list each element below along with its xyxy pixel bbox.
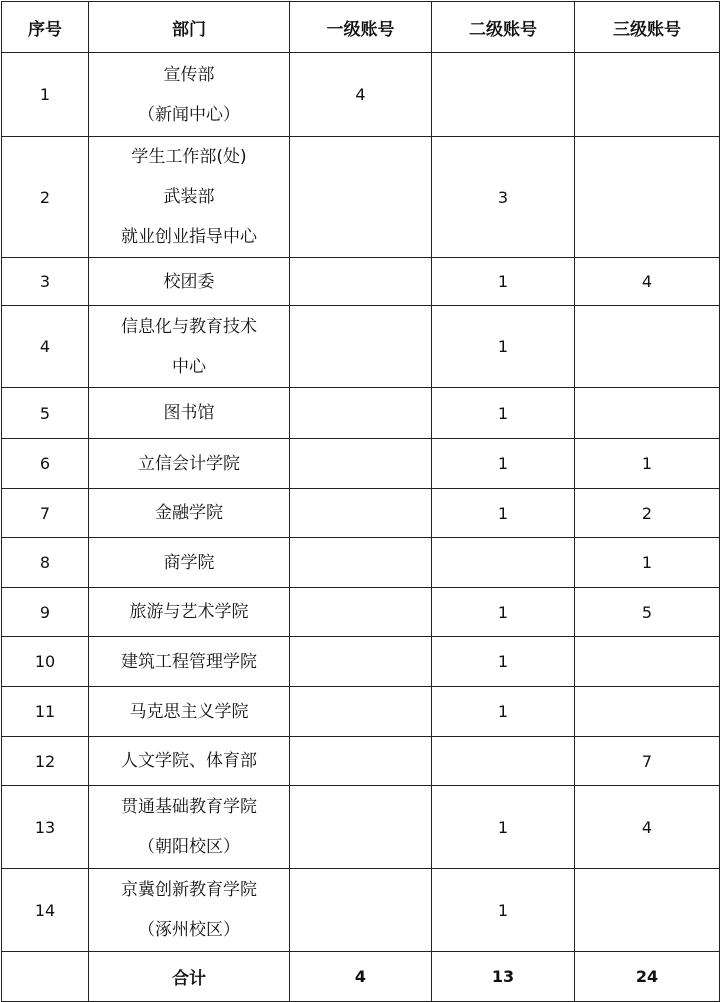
row-level2: 1 bbox=[432, 637, 575, 687]
header-level2: 二级账号 bbox=[432, 2, 575, 53]
table-row bbox=[2, 137, 720, 258]
row-department bbox=[89, 53, 290, 137]
row-level3 bbox=[575, 637, 720, 687]
department-line: 马克思主义学院 bbox=[129, 701, 249, 722]
row-department bbox=[89, 687, 290, 737]
row-level3: 4 bbox=[575, 786, 720, 869]
row-department bbox=[89, 306, 290, 388]
department-line: 金融学院 bbox=[155, 503, 223, 523]
row-level3: 2 bbox=[575, 489, 720, 538]
row-level1 bbox=[290, 306, 432, 388]
row-level2: 1 bbox=[432, 687, 575, 737]
header-level3: 三级账号 bbox=[575, 2, 720, 53]
table-row bbox=[2, 53, 720, 137]
department-line: 商学院 bbox=[163, 552, 215, 573]
row-department bbox=[89, 137, 290, 258]
row-level1 bbox=[290, 538, 432, 588]
row-department bbox=[89, 588, 290, 637]
row-index: 14 bbox=[2, 869, 89, 952]
department-line: 武装部 bbox=[163, 187, 215, 207]
department-line: 立信会计学院 bbox=[138, 453, 240, 474]
header-level1: 一级账号 bbox=[290, 2, 432, 53]
total-level3: 24 bbox=[575, 952, 720, 1002]
row-level1 bbox=[290, 388, 432, 439]
row-department bbox=[89, 786, 290, 869]
row-level1 bbox=[290, 687, 432, 737]
row-department bbox=[89, 637, 290, 687]
department-line: 人文学院、体育部 bbox=[121, 751, 257, 771]
department-line: 建筑工程管理学院 bbox=[121, 651, 257, 672]
total-index bbox=[2, 952, 89, 1002]
total-level1: 4 bbox=[290, 952, 432, 1002]
department-line: （新闻中心） bbox=[138, 104, 240, 125]
department-line: 图书馆 bbox=[163, 403, 215, 423]
row-level2: 1 bbox=[432, 588, 575, 637]
row-level1 bbox=[290, 489, 432, 538]
row-level2 bbox=[432, 538, 575, 588]
row-level2 bbox=[432, 737, 575, 786]
row-level3 bbox=[575, 137, 720, 258]
row-index: 1 bbox=[2, 53, 89, 137]
department-line: 旅游与艺术学院 bbox=[129, 602, 249, 622]
row-level3 bbox=[575, 687, 720, 737]
header-department: 部门 bbox=[89, 2, 290, 53]
row-index: 3 bbox=[2, 258, 89, 306]
row-level1 bbox=[290, 439, 432, 489]
row-index: 8 bbox=[2, 538, 89, 588]
row-department bbox=[89, 538, 290, 588]
total-row bbox=[2, 952, 720, 1002]
total-label: 合计 bbox=[89, 952, 290, 1002]
row-index: 2 bbox=[2, 137, 89, 258]
table-row bbox=[2, 588, 720, 637]
header-index: 序号 bbox=[2, 2, 89, 53]
table-row bbox=[2, 737, 720, 786]
row-department bbox=[89, 489, 290, 538]
row-index: 10 bbox=[2, 637, 89, 687]
table-row bbox=[2, 869, 720, 952]
row-index: 9 bbox=[2, 588, 89, 637]
row-level3: 1 bbox=[575, 538, 720, 588]
row-index: 5 bbox=[2, 388, 89, 439]
row-level3: 1 bbox=[575, 439, 720, 489]
table-row bbox=[2, 388, 720, 439]
row-index: 7 bbox=[2, 489, 89, 538]
row-level2: 1 bbox=[432, 786, 575, 869]
table-body bbox=[2, 53, 720, 952]
table-row bbox=[2, 786, 720, 869]
total-level2: 13 bbox=[432, 952, 575, 1002]
row-index: 13 bbox=[2, 786, 89, 869]
row-level1 bbox=[290, 737, 432, 786]
row-level2: 3 bbox=[432, 137, 575, 258]
row-index: 6 bbox=[2, 439, 89, 489]
row-level1: 4 bbox=[290, 53, 432, 137]
row-level2: 1 bbox=[432, 869, 575, 952]
row-level2: 1 bbox=[432, 258, 575, 306]
department-line: 学生工作部(处) bbox=[131, 147, 247, 167]
table-row bbox=[2, 637, 720, 687]
row-index: 4 bbox=[2, 306, 89, 388]
row-department bbox=[89, 737, 290, 786]
department-line: 宣传部 bbox=[163, 64, 215, 85]
header-row bbox=[2, 2, 720, 53]
department-line: （朝阳校区） bbox=[138, 837, 240, 857]
row-level3: 4 bbox=[575, 258, 720, 306]
row-level2: 1 bbox=[432, 306, 575, 388]
row-level3: 5 bbox=[575, 588, 720, 637]
department-line: 信息化与教育技术 bbox=[121, 316, 257, 337]
row-level1 bbox=[290, 637, 432, 687]
row-level3 bbox=[575, 388, 720, 439]
table-row bbox=[2, 306, 720, 388]
row-department bbox=[89, 258, 290, 306]
row-level3 bbox=[575, 306, 720, 388]
row-level3 bbox=[575, 53, 720, 137]
row-level1 bbox=[290, 869, 432, 952]
table-row bbox=[2, 258, 720, 306]
row-level1 bbox=[290, 786, 432, 869]
department-line: 中心 bbox=[172, 356, 206, 377]
row-level2: 1 bbox=[432, 489, 575, 538]
row-level1 bbox=[290, 588, 432, 637]
department-line: （涿州校区） bbox=[138, 920, 240, 940]
row-level1 bbox=[290, 258, 432, 306]
row-level3 bbox=[575, 869, 720, 952]
row-department bbox=[89, 439, 290, 489]
row-level1 bbox=[290, 137, 432, 258]
row-index: 11 bbox=[2, 687, 89, 737]
accounts-table bbox=[1, 1, 720, 1002]
row-department bbox=[89, 388, 290, 439]
table-row bbox=[2, 439, 720, 489]
row-index: 12 bbox=[2, 737, 89, 786]
row-level2: 1 bbox=[432, 388, 575, 439]
row-level2: 1 bbox=[432, 439, 575, 489]
table-row bbox=[2, 489, 720, 538]
table-row bbox=[2, 687, 720, 737]
row-level2 bbox=[432, 53, 575, 137]
table-row bbox=[2, 538, 720, 588]
department-line: 京冀创新教育学院 bbox=[121, 880, 257, 900]
row-level3: 7 bbox=[575, 737, 720, 786]
department-line: 就业创业指导中心 bbox=[121, 227, 257, 247]
row-department bbox=[89, 869, 290, 952]
department-line: 校团委 bbox=[163, 271, 215, 292]
department-line: 贯通基础教育学院 bbox=[121, 797, 257, 817]
